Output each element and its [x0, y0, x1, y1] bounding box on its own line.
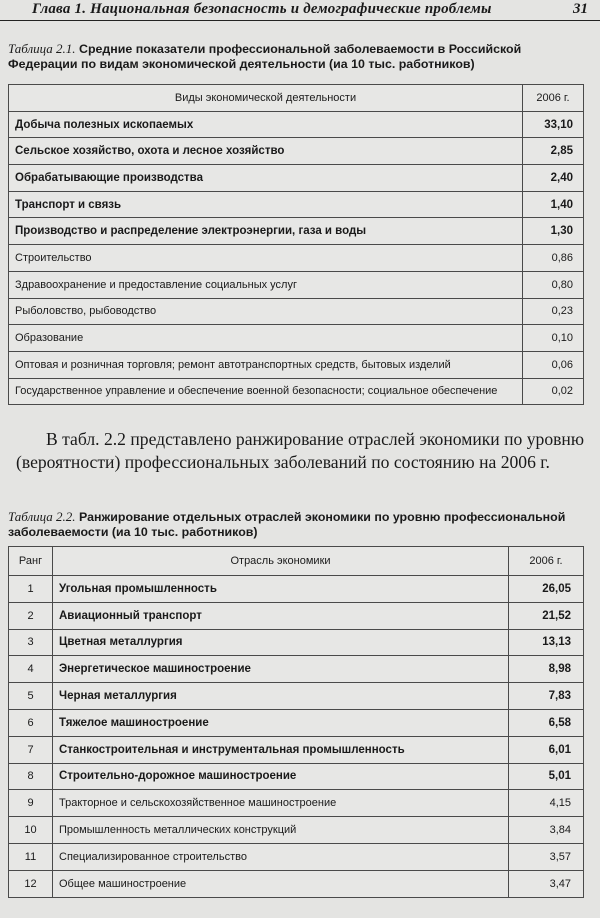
- table-row: [9, 602, 584, 629]
- row-value: 33,10: [523, 111, 584, 138]
- row-label: Черная металлургия: [53, 683, 509, 710]
- row-rank: 11: [9, 843, 53, 870]
- table1-caption: [8, 41, 583, 72]
- row-value: 6,01: [509, 736, 584, 763]
- row-rank: 10: [9, 817, 53, 844]
- row-rank: 9: [9, 790, 53, 817]
- row-label: Цветная металлургия: [53, 629, 509, 656]
- table2-caption: [8, 509, 583, 540]
- table1-caption-text: Средние показатели профессиональной заболеваемости в Российской Федерации по видам экономической деятельности (иа 10 тыс. работников): [8, 42, 522, 71]
- row-label: Государственное управление и обеспечение военной безопасности; социальное обеспечение: [9, 378, 523, 405]
- chapter-title: Глава 1. Национальная безопасность и демографические проблемы: [32, 1, 492, 17]
- table-row: [9, 245, 584, 272]
- row-value: 5,01: [509, 763, 584, 790]
- row-value: 0,86: [523, 245, 584, 272]
- table-row: [9, 576, 584, 603]
- row-rank: 3: [9, 629, 53, 656]
- table2-col-rank: Ранг: [9, 547, 53, 576]
- row-rank: 4: [9, 656, 53, 683]
- table2: [8, 546, 584, 898]
- row-value: 7,83: [509, 683, 584, 710]
- table-row: [9, 378, 584, 405]
- table-row: [9, 683, 584, 710]
- row-label: Промышленность металлических конструкций: [53, 817, 509, 844]
- row-value: 6,58: [509, 709, 584, 736]
- row-value: 0,23: [523, 298, 584, 325]
- row-value: 0,10: [523, 325, 584, 352]
- row-value: 0,06: [523, 351, 584, 378]
- table-row: [9, 843, 584, 870]
- row-value: 0,80: [523, 271, 584, 298]
- row-label: Тракторное и сельскохозяйственное машиностроение: [53, 790, 509, 817]
- table-row: [9, 298, 584, 325]
- table-row: [9, 790, 584, 817]
- row-rank: 8: [9, 763, 53, 790]
- row-label: Авиационный транспорт: [53, 602, 509, 629]
- row-label: Производство и распределение электроэнергии, газа и воды: [9, 218, 523, 245]
- row-label: Строительно-дорожное машиностроение: [53, 763, 509, 790]
- table-row: [9, 763, 584, 790]
- table-row: [9, 191, 584, 218]
- row-rank: 1: [9, 576, 53, 603]
- page-number: 31: [573, 1, 588, 17]
- table-row: [9, 656, 584, 683]
- table2-col-year: 2006 г.: [509, 547, 584, 576]
- row-value: 8,98: [509, 656, 584, 683]
- row-value: 1,30: [523, 218, 584, 245]
- table-row: [9, 629, 584, 656]
- row-value: 26,05: [509, 576, 584, 603]
- row-label: Строительство: [9, 245, 523, 272]
- row-rank: 6: [9, 709, 53, 736]
- table-row: [9, 870, 584, 897]
- table-row: [9, 736, 584, 763]
- table2-caption-text: Ранжирование отдельных отраслей экономики по уровню профессиональной заболеваемости (иа 10 тыс. работников): [8, 510, 566, 539]
- row-value: 21,52: [509, 602, 584, 629]
- row-value: 1,40: [523, 191, 584, 218]
- row-rank: 5: [9, 683, 53, 710]
- row-label: Обрабатывающие производства: [9, 165, 523, 192]
- table-row: [9, 111, 584, 138]
- table2-caption-label: Таблица 2.2.: [8, 509, 76, 524]
- running-header: [0, 0, 600, 21]
- row-label: Тяжелое машиностроение: [53, 709, 509, 736]
- table1-header-row: [9, 85, 584, 112]
- row-value: 0,02: [523, 378, 584, 405]
- row-value: 3,47: [509, 870, 584, 897]
- table-row: [9, 351, 584, 378]
- row-label: Добыча полезных ископаемых: [9, 111, 523, 138]
- row-label: Общее машиностроение: [53, 870, 509, 897]
- row-label: Образование: [9, 325, 523, 352]
- row-value: 13,13: [509, 629, 584, 656]
- table-row: [9, 218, 584, 245]
- table-row: [9, 709, 584, 736]
- table-row: [9, 138, 584, 165]
- row-label: Сельское хозяйство, охота и лесное хозяйство: [9, 138, 523, 165]
- table1-col-year: 2006 г.: [523, 85, 584, 112]
- row-label: Оптовая и розничная торговля; ремонт автотранспортных средств, бытовых изделий: [9, 351, 523, 378]
- table-row: [9, 817, 584, 844]
- row-value: 2,85: [523, 138, 584, 165]
- row-value: 4,15: [509, 790, 584, 817]
- row-label: Рыболовство, рыбоводство: [9, 298, 523, 325]
- table1-caption-label: Таблица 2.1.: [8, 41, 76, 56]
- row-rank: 7: [9, 736, 53, 763]
- row-label: Энергетическое машиностроение: [53, 656, 509, 683]
- row-rank: 2: [9, 602, 53, 629]
- table2-header-row: [9, 547, 584, 576]
- table-row: [9, 325, 584, 352]
- table-row: [9, 165, 584, 192]
- row-label: Здравоохранение и предоставление социальных услуг: [9, 271, 523, 298]
- table-row: [9, 271, 584, 298]
- table2-col-industry: Отрасль экономики: [53, 547, 509, 576]
- table1: [8, 84, 584, 405]
- row-value: 3,57: [509, 843, 584, 870]
- row-rank: 12: [9, 870, 53, 897]
- row-value: 2,40: [523, 165, 584, 192]
- table1-col-activity: Виды экономической деятельности: [9, 85, 523, 112]
- row-label: Угольная промышленность: [53, 576, 509, 603]
- row-label: Специализированное строительство: [53, 843, 509, 870]
- body-paragraph: В табл. 2.2 представлено ранжирование отраслей экономики по уровню (вероятности) профессиональных заболеваний по состоянию на 2006 г.: [16, 429, 584, 472]
- row-label: Транспорт и связь: [9, 191, 523, 218]
- row-label: Станкостроительная и инструментальная промышленность: [53, 736, 509, 763]
- row-value: 3,84: [509, 817, 584, 844]
